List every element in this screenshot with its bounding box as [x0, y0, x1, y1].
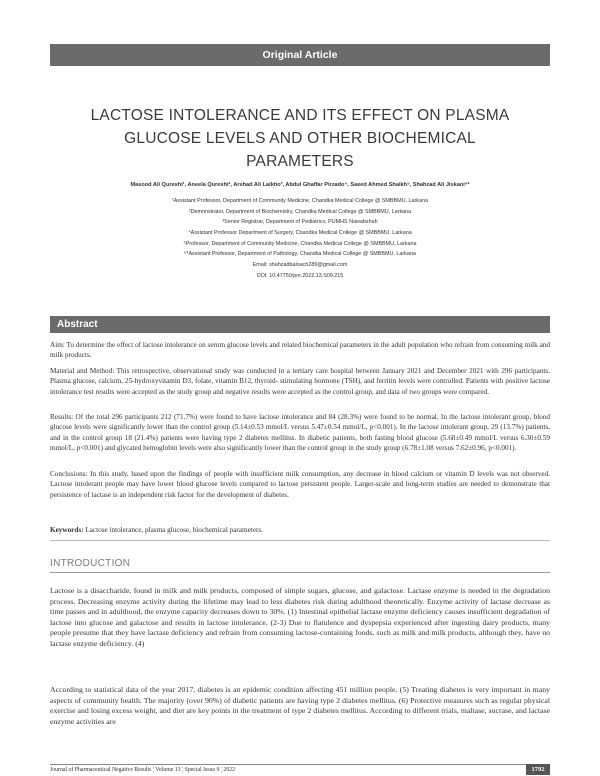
- intro-paragraph: According to statistical data of the year 2017, diabetes is an epidemic condition affecting 451 million people. (5) Treating diabetes is very important in many aspects of community health. The majority (over 90%) of diabetic patients are having type 2 diabetes mellitus. (6) Protective measures such as regular physical exercise and losing excess weight, and diet are key points in the treatment of type 2 diabetes mellitus. According to different trials, maltase, sucrase, and lactase enzyme activities are: [50, 685, 550, 726]
- abstract-results: Results: Of the total 296 participants 212 (71.7%) were found to have lactose intolerance and 84 (28.3%) were found to be normal. In the lactose intolerant group, blood glucose levels were significantly lower than the control group (5.14±0.53 mmol/L versus 5.47±0.54 mmol/L, p<0.001). In the lactose intolerant group, 29 (13.7%) patients, and in the control group 18 (21.4%) patients were having type 2 diabetes mellitus. In diabetic patients, both fasting blood glucose (5.68±0.49 mmol/L versus 6.30±0.59 mmol/L, p<0.001) and glycated hemoglobin levels were also significantly lower than the control group in the study group (6.78±1.08 versus 7.62±0.96, p<0.001).: [50, 413, 550, 453]
- keywords-text: Lactose intolerance, plasma glucose, biochemical parameters.: [83, 526, 263, 534]
- article-type-banner: Original Article: [50, 44, 550, 66]
- footer-divider: [50, 764, 550, 765]
- affiliation: ⁵Professor, Department of Community Medicine, Chandka Medical College @ SMBBMU, Larkana: [183, 240, 417, 247]
- keywords-divider: [50, 540, 550, 541]
- introduction-heading: INTRODUCTION: [50, 558, 131, 569]
- title-line: LACTOSE INTOLERANCE AND ITS EFFECT ON PLASMA: [90, 107, 510, 124]
- intro-paragraph: Lactose is a disaccharide, found in milk and milk products, composed of simple sugars, glucose, and galactose. Lactase enzyme is needed in the degradation process. Decreasing enzyme activity during the lifetime may lead to less diabetes risk during adulthood theoretically. Enzyme activity of lactase decrease as time passes and in adulthood, the enzyme capacity decreases down to 30%. (1) Intestinal epithelial lactase enzyme deficiency causes insufficient degradation of lactose into glucose and galactose and results in lactose intolerance. (2-3) Due to flatulence and dyspepsia experienced after ingesting dairy products, many people presume that they have lactase deficiency and refrain from consuming lactose-containing foods, such as milk and milk products, although they, have no lactase enzyme deficiency. (4): [50, 586, 550, 648]
- abstract-heading: Abstract: [50, 316, 550, 333]
- author-list: Masood Ali Qureshi¹, Aneela Qureshi², Arshad Ali Laikho³, Abdul Ghaffar Pirzado⁴, Saeed Ahmed Shaikh⁵, Shahzad Ali Jiskani⁶*: [130, 182, 470, 188]
- affiliation: ⁶*Assistant Professor, Department of Pathology, Chandka Medical College @ SMBBMU, Larkana: [184, 251, 416, 258]
- page-number: 1792: [526, 764, 550, 775]
- abstract-conclusions: Conclusions: In this study, based upon the findings of people with insufficient milk consumption, any decrease in blood calcium or vitamin D levels was not observed. Lactose intolerant people may have lower blood glucose levels compared to lactose persistent people. Larger-scale and long-term studies are needed to demonstrate that persistence of lactase is an independent risk factor for the development of diabetes.: [50, 470, 550, 499]
- abstract-methods: Material and Method: This retrospective, observational study was conducted in a tertiary care hospital between January 2021 and December 2021 with 296 participants. Plasma glucose, calcium, 25-hydroxyvitamin D3, folate, vitamin B12, thyroid- stimulating hormone (TSH), and ferritin levels were controlled. Patients with positive lactose intolerance test results were accepted as the study group and negative results were accepted as the control group, and data of two groups were compared.: [50, 367, 550, 396]
- affiliation-list: [50, 196, 550, 282]
- title-line: GLUCOSE LEVELS AND OTHER BIOCHEMICAL: [124, 130, 476, 147]
- affiliation: ⁴Assistant Professor Department of Surgery, Chandka Medical College @ SMBBMU, Larkana: [188, 230, 412, 237]
- introduction-divider: [50, 572, 550, 573]
- keywords-label: Keywords:: [50, 526, 84, 534]
- title-line: PARAMETERS: [246, 153, 354, 170]
- journal-footer: Journal of Pharmaceutical Negative Results ¦ Volume 13 ¦ Special Issue 9 ¦ 2022: [50, 767, 236, 773]
- affiliation: ¹Assistant Professor, Department of Community Medicine, Chandka Medical College @ SMBBMU, Larkana: [172, 198, 428, 204]
- affiliation: ²Demonstrator, Department of Biochemistry, Chandka Medical College @ SMBBMU, Larkana: [188, 208, 412, 215]
- abstract-aim: Aim: To determine the effect of lactose intolerance on serum glucose levels and related biochemical parameters in the adult population who refrain from consuming milk and milk products.: [50, 341, 550, 360]
- corresponding-email: Email: shahzadbaloach289@gmail.com: [252, 262, 348, 269]
- article-title: [60, 104, 540, 173]
- keywords: [50, 525, 550, 535]
- affiliation: ³Senior Registrar, Department of Pediatrics, PUMHS Nawabshah: [222, 219, 378, 226]
- doi: DOI: 10.47750/pnr.2022.13.S09.215: [256, 272, 344, 279]
